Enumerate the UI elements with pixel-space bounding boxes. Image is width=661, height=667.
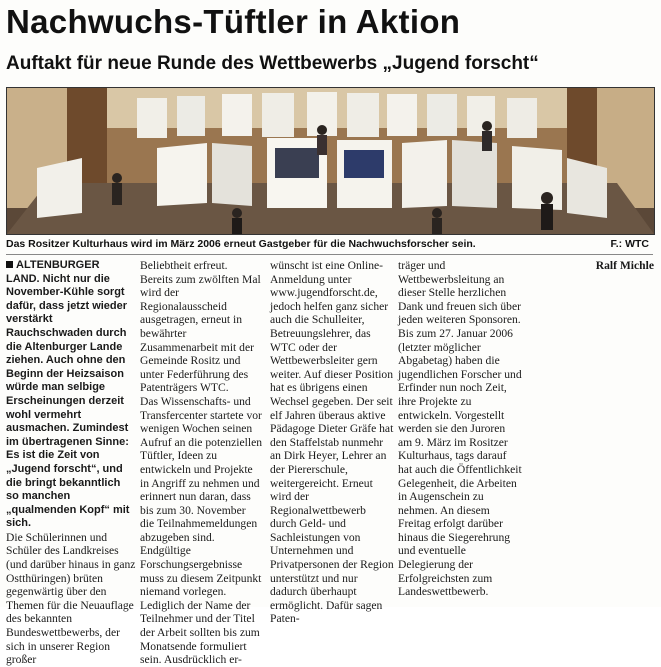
body-paragraph: träger und Wettbewerbsleitung an dieser Stelle herzlichen Dank und freuen sich über jeden weiteren Sponsoren. Bis zum 27. Januar 2006 (letzter möglicher Abgabetag) haben die jugendlichen Forscher und Erfinder nun noch Zeit, ihre Projekte zu entwickeln. Vorgestellt werden sie den Juroren am 9. März im Rositzer Kulturhaus, tags darauf hat auch die Öffentlichkeit Gelegenheit, die Arbeiten in Augenschein zu nehmen. An diesem Freitag erfolgt darüber hinaus die Siegerehrung und eventuelle Delegierung der Erfolgreichsten zum Landeswettbewerb. bbox=[398, 259, 522, 599]
dateline: ALTENBURGER LAND. bbox=[6, 259, 100, 285]
photo-illustration bbox=[7, 88, 654, 234]
divider bbox=[6, 254, 653, 255]
photo-caption bbox=[6, 236, 653, 252]
column-2 bbox=[140, 259, 263, 667]
subheadline: Auftakt für neue Runde des Wettbewerbs „Jugend forscht“ bbox=[6, 53, 539, 74]
bullet-icon bbox=[6, 261, 13, 268]
column-4 bbox=[398, 259, 522, 603]
column-3 bbox=[270, 259, 394, 626]
headline: Nachwuchs-Tüftler in Aktion bbox=[6, 3, 461, 40]
body-paragraph: wünscht ist eine Online-Anmeldung unter www.jugendforscht.de, jedoch helfen ganz sicher auch die Schulleiter, Betreuungslehrer, das WTC oder der Wettbewerbsleiter gern weiter. Auf dieser Position hat es übrigens einen Wechsel gegeben. Der seit elf Jahren überaus aktive Pädagoge Dieter Gräfe hat den Staffelstab nunmehr an Dirk Heyer, Lehrer an der Piererschule, weitergereicht. Erneut wird der Regionalwettbewerb durch Geld- und Sachleistungen von Unternehmen und Privatpersonen der Region unterstützt und nur dadurch überhaupt ermöglicht. Dafür sagen Paten- bbox=[270, 259, 394, 626]
lead-paragraph bbox=[6, 259, 136, 531]
author-name: Ralf Michle bbox=[595, 259, 654, 272]
photo-credit: F.: WTC bbox=[610, 238, 649, 250]
column-1 bbox=[6, 259, 136, 667]
body-paragraph: Die Schülerinnen und Schüler des Landkreises (und darüber hinaus in ganz Ostthüringen) brüten gegenwärtig über den Themen für die Neuauflage des bekannten Bundeswettbewerbs, der sich in unserer Region großer bbox=[6, 530, 136, 667]
exhibition-hall-photo bbox=[6, 87, 655, 235]
body-paragraph: Das Wissenschafts- und Transfercenter startete vor wenigen Wochen seinen Aufruf an die potenziellen Tüftler, Ideen zu entwickeln und Projekte in Angriff zu nehmen und erinnert nun daran, dass bis zum 30. November die Teilnahmemeldungen abzugeben sind. Endgültige Forschungsergebnisse muss zu diesem Zeitpunkt niemand vorlegen. Lediglich der Name der Teilnehmer und der Titel der Arbeit sollten bis zum Monatsende formuliert sein. Ausdrücklich er- bbox=[140, 394, 263, 667]
caption-text: Das Rositzer Kulturhaus wird im März 2006 erneut Gastgeber für die Nachwuchsforscher sein. bbox=[6, 238, 476, 250]
lead-text: Nicht nur die November-Kühle sorgt dafür, dass jetzt wieder verstärkt Rauchschwaden durch die Altenburger Lande ziehen. Auch ohne den Beginn der Heizsaison würde man selbige Erscheinungen derzeit wohl vermehrt ausmachen. Zumindest im übertragenen Sinne: Es ist die Zeit von „Jugend forscht“, und die bringt bekanntlich so manchen „qualmenden Kopf“ mit sich. bbox=[6, 272, 130, 530]
column-5 bbox=[526, 259, 654, 603]
body-paragraph: Beliebtheit erfreut. Bereits zum zwölften Mal wird der Regionalausscheid ausgetragen, erneut in bewährter Zusammenarbeit mit der Gemeinde Rositz und unter Federführung des Patenträgers WTC. bbox=[140, 259, 261, 395]
